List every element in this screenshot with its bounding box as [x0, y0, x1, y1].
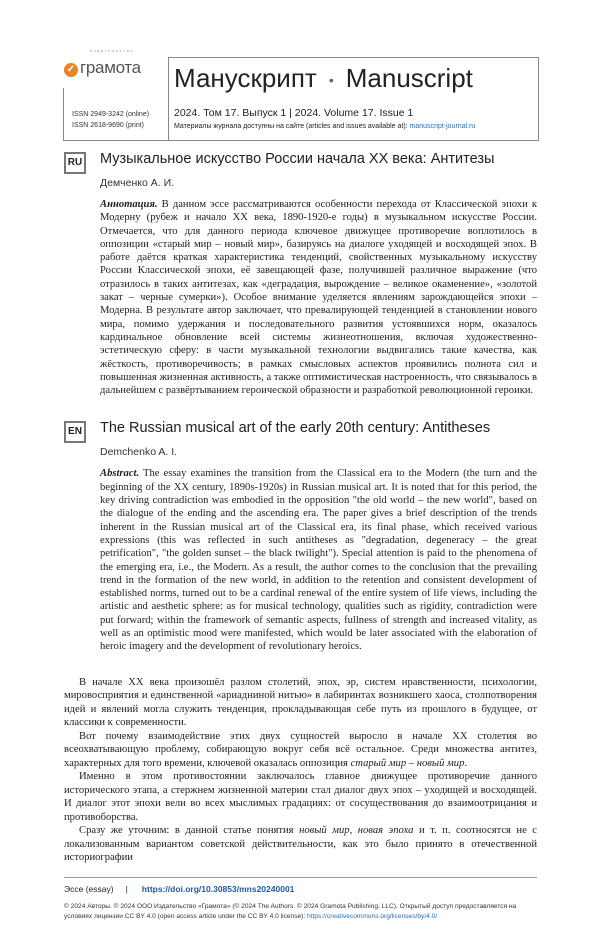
- footer-separator: |: [126, 884, 128, 894]
- doi-link[interactable]: https://doi.org/10.30853/mns20240001: [142, 884, 295, 894]
- article-type: Эссе (essay): [64, 884, 114, 894]
- header-divider-left: [63, 88, 64, 141]
- text: .: [464, 758, 467, 769]
- issn-print: ISSN 2618-9690 (print): [72, 121, 144, 130]
- author-en: Demchenko A. I.: [100, 446, 537, 459]
- section-ru: [64, 150, 537, 397]
- text: Вот почему взаимодействие этих двух сущностей выросло в начале XX столетия во всеохватывающую проблему, собирающую вокруг себя всё остальное. Среди множества антитез, характерных для того времени, ключевой оказалась оппозиция: [64, 731, 537, 769]
- abstract-ru: [100, 198, 537, 397]
- abstract-en: [100, 467, 537, 653]
- language-badge-en: EN: [64, 421, 86, 443]
- language-badge-ru: RU: [64, 152, 86, 174]
- article-content: [64, 150, 537, 942]
- page-footer: [64, 877, 537, 942]
- materials-text: Материалы журнала доступны на сайте (articles and issues available at):: [174, 123, 408, 130]
- publisher-logo: [62, 48, 154, 84]
- paragraph: [64, 730, 537, 771]
- paragraph: [64, 824, 537, 865]
- abstract-text-en: The essay examines the transition from the Classical era to the Modern (the turn and the beginning of the XX century, 1890s-1920s) in Russian musical art. It is noted that for this period, the key driving contradiction was embodied in the opposition "the old world – the new world", based on the dialogue of the ending and the ascending era. The paper gives a brief description of the trends inherent in the Russian musical art of the Classical era, its final phase, which received various expressions (this was reflected in such antitheses as "degradation, degeneracy – the great petrification", "the golden sunset – the black twilight"). Special attention is paid to the phenomena of the emerging era, i.e., the Modern. As a result, the author comes to the conclusion that the prevailing trend in the formation of the new world, in addition to the retention and consistent development of established norms, turned out to be a cardinal renewal of the entire system of life views, including the artistic and aesthetic sphere: as for musical technology, qualities such as rigidity, contradiction were put forward; within the framework of semantic aspects, fullness of strength and increased vitality, as well as an optimistic mood were manifested, which would be later associated with the elaboration of heroic imagery and the development of revolutionary heroics.: [100, 468, 537, 652]
- text: и т. п. соотносятся не с локализованным вариантом советской действительности, как это было принято в отечественной историографии: [64, 825, 537, 863]
- logo-subtitle: издательство: [90, 48, 134, 53]
- author-ru: Демченко А. И.: [100, 177, 537, 190]
- checkmark-icon: ✓: [64, 63, 78, 77]
- paragraph: В начале XX века произошёл разлом столетий, эпох, эр, систем нравственности, психологии, мировосприятия и единственной «ариадниной нитью» в лабиринтах возникшего хаоса, столпотворения идей и явлений могла служить тенденция, прокладывающая себе путь из прошлого в будущее, от классики к современности.: [64, 676, 537, 730]
- article-title-en: The Russian musical art of the early 20th century: Antitheses: [100, 419, 537, 438]
- issue-info: 2024. Том 17. Выпуск 1 | 2024. Volume 17. Issue 1: [174, 107, 413, 120]
- footer-meta: [64, 884, 537, 895]
- title-separator: •: [329, 72, 334, 88]
- article-body: [64, 676, 537, 865]
- journal-title: [174, 62, 473, 96]
- text: ,: [350, 825, 358, 836]
- abstract-label-ru: Аннотация.: [100, 199, 158, 210]
- emphasis: новый мир: [299, 825, 350, 836]
- abstract-text-ru: В данном эссе рассматриваются особенности перехода от Классической эпохи к Модерну (рубеж и начало XX века, 1890-1920-е годы) в музыкальном искусстве России. Отмечается, что для данного периода ключевое движущее противоречие воплотилось в оппозиции «старый мир – новый мир», базируясь на диалоге уходящей и восходящей эпох. В работе даётся краткая характеристика тенденций, свойственных музыкальному искусству России Классической эпохи, её завещающей фазе, получившей различное выражение (что отразилось в таких антитезах, как «деградация, вырождение – великое окаменение», «золотой закат – черные сумерки»). Особое внимание уделяется явлениям зарождающейся эпохи – Модерна. В результате автор заключает, что превалирующей тенденцией в становлении нового мира, помимо удержания и последовательного развития устоявшихся норм, оказалось кардинальное обновление всей системы жизнеотношения, включая художественно-эстетическую сферу: в части музыкальной технологии выдвигались такие качества, как жёсткость, противоречивость; в рамках смысловых аспектов проявились полнота сил и повышенная жизненная активность, а также оптимистическая настроенность, что связывалось в дальнейшем с развёртыванием героической образности и разработкой революционной героики.: [100, 199, 537, 396]
- text: Сразу же уточним: в данной статье понятия: [79, 825, 299, 836]
- emphasis: новая эпоха: [358, 825, 414, 836]
- license-link[interactable]: https://creativecommons.org/licenses/by/4.0/: [307, 913, 437, 920]
- journal-title-ru: Манускрипт: [174, 63, 317, 93]
- paragraph: Именно в этом противостоянии заключалось главное движущее противоречие данного исторического этапа, а стержнем жизненной материи стал диалог двух эпох – уходящей и восходящей. И диалог этот эпохи вели во всех мыслимых градациях: от сосуществования до взаимоотрицания и противоборства.: [64, 770, 537, 824]
- article-title-ru: Музыкальное искусство России начала XX века: Антитезы: [100, 150, 537, 169]
- issn-online: ISSN 2949-3242 (online): [72, 110, 149, 119]
- section-en: [64, 419, 537, 653]
- journal-site-link[interactable]: manuscript-journal.ru: [410, 123, 476, 130]
- logo-wordmark: грамота: [80, 58, 141, 78]
- abstract-label-en: Abstract.: [100, 468, 139, 479]
- journal-title-en: Manuscript: [346, 63, 473, 93]
- copyright-notice: [64, 902, 537, 922]
- materials-note: [174, 122, 475, 131]
- copyright-text: © 2024 Авторы. © 2024 ООО Издательство «Грамота» (© 2024 The Authors. © 2024 Gramota Publishing, LLC). Открытый доступ предоставляется на условиях лицензии CC BY 4.0 (open access article under the CC BY 4.0 license):: [64, 903, 516, 920]
- emphasis: старый мир – новый мир: [351, 758, 465, 769]
